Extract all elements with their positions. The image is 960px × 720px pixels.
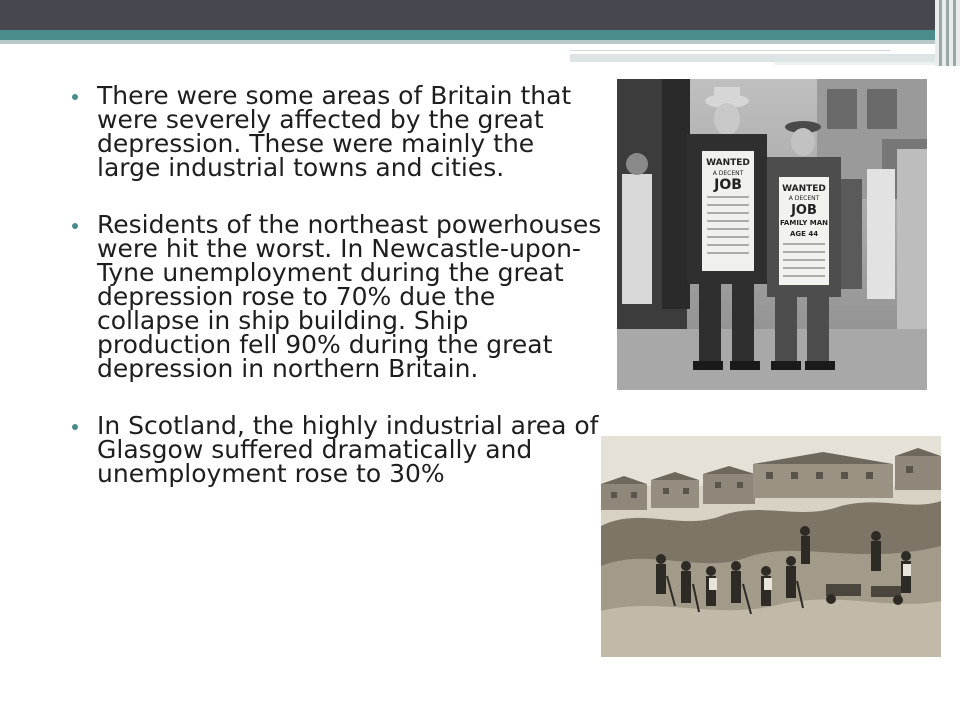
header-band: [0, 0, 960, 30]
divider-line: [775, 62, 935, 65]
accent-band: [0, 30, 935, 40]
bullet-item: [72, 411, 602, 488]
sign-text: JOB: [791, 203, 817, 218]
sign-text: JOB: [714, 177, 742, 193]
bullet-dot-icon: [72, 94, 78, 100]
bullet-dot-icon: [72, 424, 78, 430]
bullet-item: [72, 210, 602, 383]
sign-text: WANTED: [782, 184, 826, 194]
bullet-dot-icon: [72, 223, 78, 229]
bullet-text: There were some areas of Britain that were severely affected by the great depression. These were mainly the large industrial towns and cities.: [97, 81, 572, 182]
photo-unemployed-men: [617, 79, 927, 390]
bullet-item: [72, 81, 602, 182]
divider-line: [570, 44, 890, 51]
divider-line: [570, 54, 935, 62]
bullet-list: [72, 81, 602, 488]
photo-workers-digging: [601, 436, 941, 657]
sign-text: A DECENT: [788, 195, 820, 202]
sign-text: A DECENT: [712, 170, 744, 177]
bullet-text: In Scotland, the highly industrial area of Glasgow suffered dramatically and unemployment rose to 30%: [97, 411, 599, 488]
sign-text: FAMILY MAN: [779, 219, 829, 227]
sign-text: WANTED: [706, 158, 750, 168]
corner-decoration: [935, 0, 960, 66]
bullet-text: Residents of the northeast powerhouses were hit the worst. In Newcastle-upon-Tyne unemployment during the great depression rose to 70% due the collapse in ship building. Ship production fell 90% during the great depression in northern Britain.: [97, 210, 602, 383]
sign-text: AGE 44: [789, 230, 819, 238]
